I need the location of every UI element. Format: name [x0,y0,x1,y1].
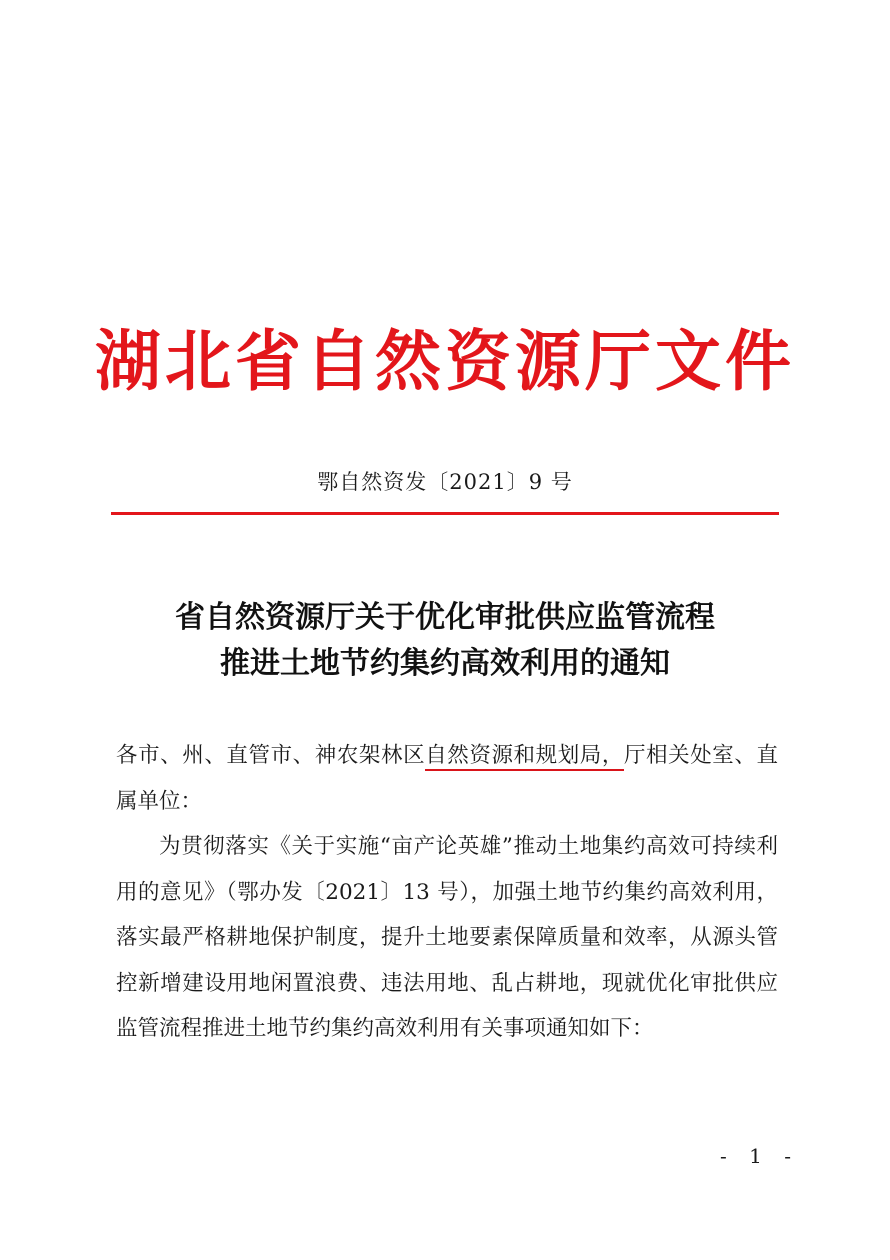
salutation-before: 各市、州、直管市、神农架林区 [116,743,426,768]
title-line-1: 省自然资源厅关于优化审批供应监管流程 [175,600,715,635]
title-line-2: 推进土地节约集约高效利用的通知 [220,646,670,681]
page-number: - 1 - [720,1144,799,1168]
document-body [116,733,778,1052]
document-title [0,595,890,687]
intro-paragraph: 为贯彻落实《关于实施“亩产论英雄”推动土地集约高效可持续利用的意见》（鄂办发〔2021〕13 号），加强土地节约集约高效利用，落实最严格耕地保护制度，提升土地要素保障质量和效率，从源头管控新增建设用地闲置浪费、违法用地、乱占耕地，现就优化审批供应监管流程推进土地节约集约高效利用有关事项通知如下： [116,834,778,1041]
salutation [116,733,778,824]
red-divider-line [111,512,779,515]
document-number: 鄂自然资发〔2021〕9 号 [317,470,573,494]
salutation-highlighted: 自然资源和规划局， [425,743,624,771]
document-masthead: 湖北省自然资源厅文件 [95,323,795,400]
salutation-after: 厅相关处室、直属单位： [116,743,778,814]
